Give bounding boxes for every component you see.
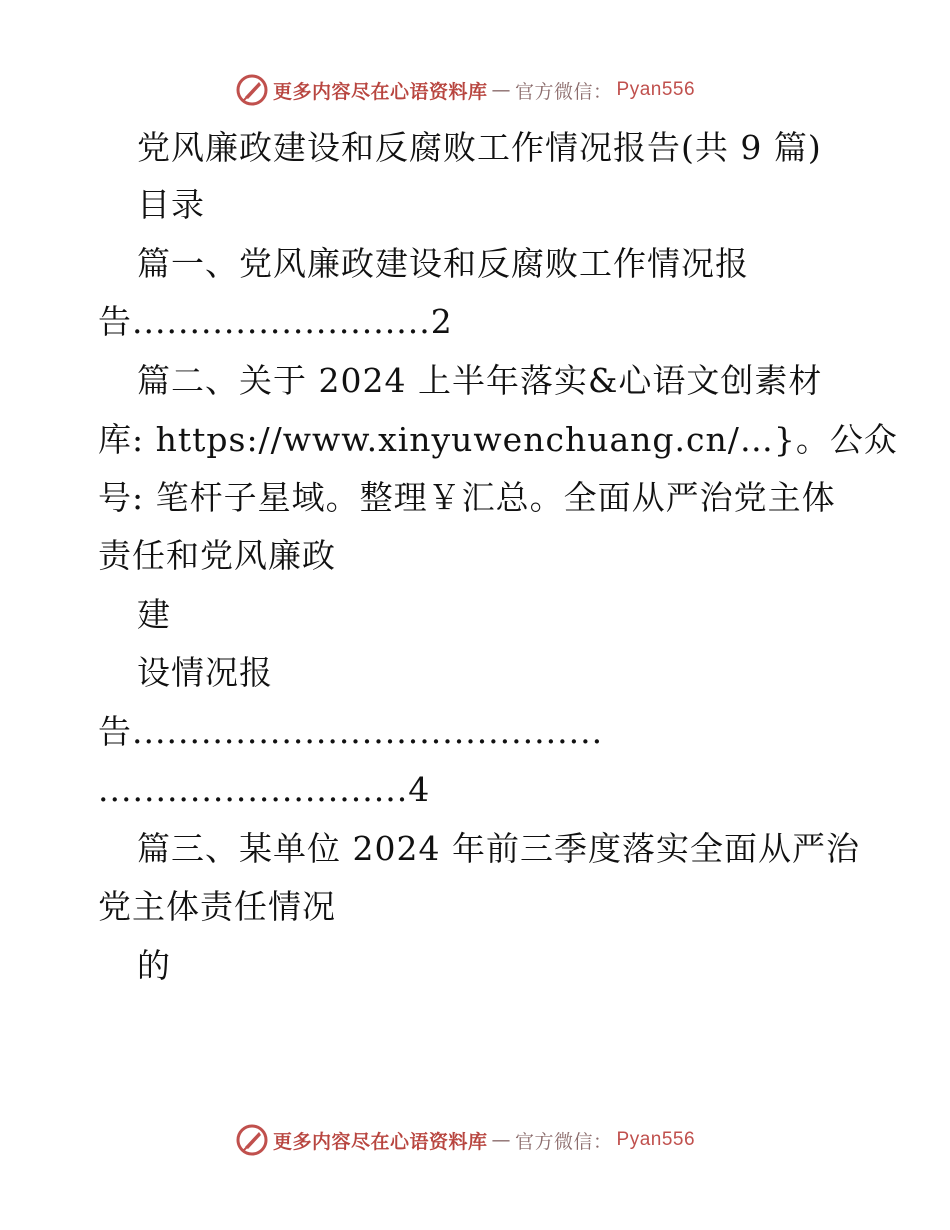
toc-entry-2-dots: 告......................................... [98, 712, 604, 751]
watermark-wechat-label: 官方微信： [515, 1130, 613, 1153]
toc-entry-2-line: 号: 笔杆子星域。整理￥汇总。全面从严治党主体 [98, 478, 836, 517]
watermark-dash: — [491, 79, 512, 101]
document-title: 党风廉政建设和反腐败工作情况报告(共 9 篇) [137, 128, 822, 167]
watermark-brand: 更多内容尽在心语资料库 [273, 80, 488, 103]
toc-entry-3-line: 的 [137, 946, 171, 985]
footer-watermark [235, 1122, 695, 1158]
toc-entry-1-dots: 告..........................2 [98, 302, 453, 341]
watermark-wechat-label: 官方微信： [515, 80, 613, 103]
watermark-brand: 更多内容尽在心语资料库 [273, 1130, 488, 1153]
header-watermark [235, 72, 695, 108]
toc-entry-2-line: 建 [137, 595, 171, 634]
toc-entry-3-line: 党主体责任情况 [98, 887, 336, 926]
toc-entry-2-dots: ...........................4 [98, 770, 431, 809]
toc-entry-1-line: 篇一、党风廉政建设和反腐败工作情况报 [137, 244, 749, 283]
toc-heading: 目录 [137, 185, 205, 224]
toc-entry-3-line: 篇三、某单位 2024 年前三季度落实全面从严治 [137, 829, 860, 868]
quill-logo-icon [235, 73, 269, 107]
watermark-dash: — [491, 1129, 512, 1151]
watermark-wechat-id: Pyan556 [616, 1129, 696, 1150]
toc-entry-2-line: 篇二、关于 2024 上半年落实&心语文创素材 [137, 361, 823, 400]
quill-logo-icon [235, 1123, 269, 1157]
toc-entry-2-line: 设情况报 [137, 653, 273, 692]
toc-entry-2-line: 责任和党风廉政 [98, 536, 336, 575]
toc-entry-2-line: 库: https://www.xinyuwenchuang.cn/…}。公众 [98, 420, 898, 459]
watermark-wechat-id: Pyan556 [616, 79, 696, 100]
